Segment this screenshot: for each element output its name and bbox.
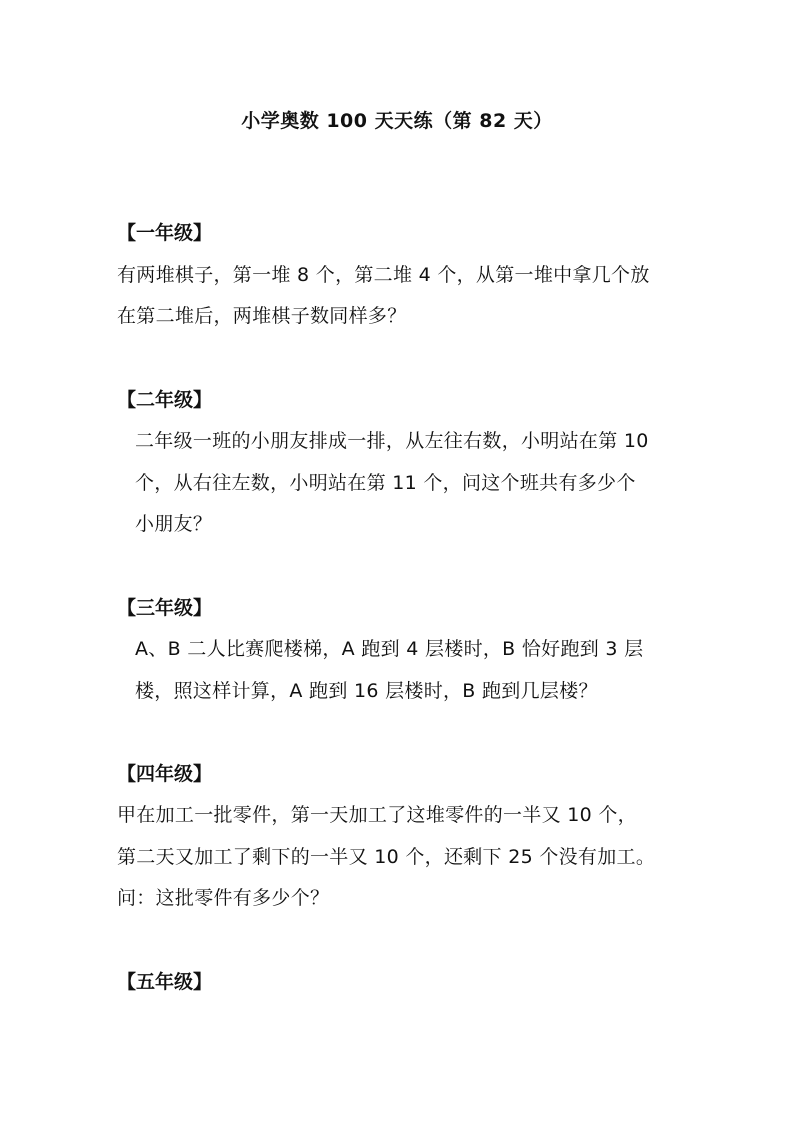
problem-line: 二年级一班的小朋友排成一排，从左往右数，小明站在第 10 — [135, 430, 649, 452]
problem-line: 有两堆棋子，第一堆 8 个，第二堆 4 个，从第一堆中拿几个放 — [117, 264, 650, 286]
problem-line: A、B 二人比赛爬楼梯，A 跑到 4 层楼时，B 恰好跑到 3 层 — [135, 638, 644, 660]
problem-line: 小朋友？ — [135, 513, 213, 535]
section-heading-grade1: 【一年级】 — [117, 222, 213, 244]
problem-line: 在第二堆后，两堆棋子数同样多？ — [117, 305, 407, 327]
section-heading-grade3: 【三年级】 — [117, 597, 213, 619]
problem-line: 甲在加工一批零件，第一天加工了这堆零件的一半又 10 个， — [117, 804, 637, 826]
problem-line: 个，从右往左数，小明站在第 11 个，问这个班共有多少个 — [135, 472, 636, 494]
section-heading-grade2: 【二年级】 — [117, 389, 213, 411]
problem-line: 第二天又加工了剩下的一半又 10 个，还剩下 25 个没有加工。 — [117, 846, 656, 868]
problem-line: 楼，照这样计算，A 跑到 16 层楼时，B 跑到几层楼？ — [135, 680, 598, 702]
problem-line: 问：这批零件有多少个？ — [117, 887, 330, 909]
section-heading-grade5: 【五年级】 — [117, 971, 213, 993]
section-heading-grade4: 【四年级】 — [117, 763, 213, 785]
page-title: 小学奥数 100 天天练（第 82 天） — [241, 110, 553, 132]
